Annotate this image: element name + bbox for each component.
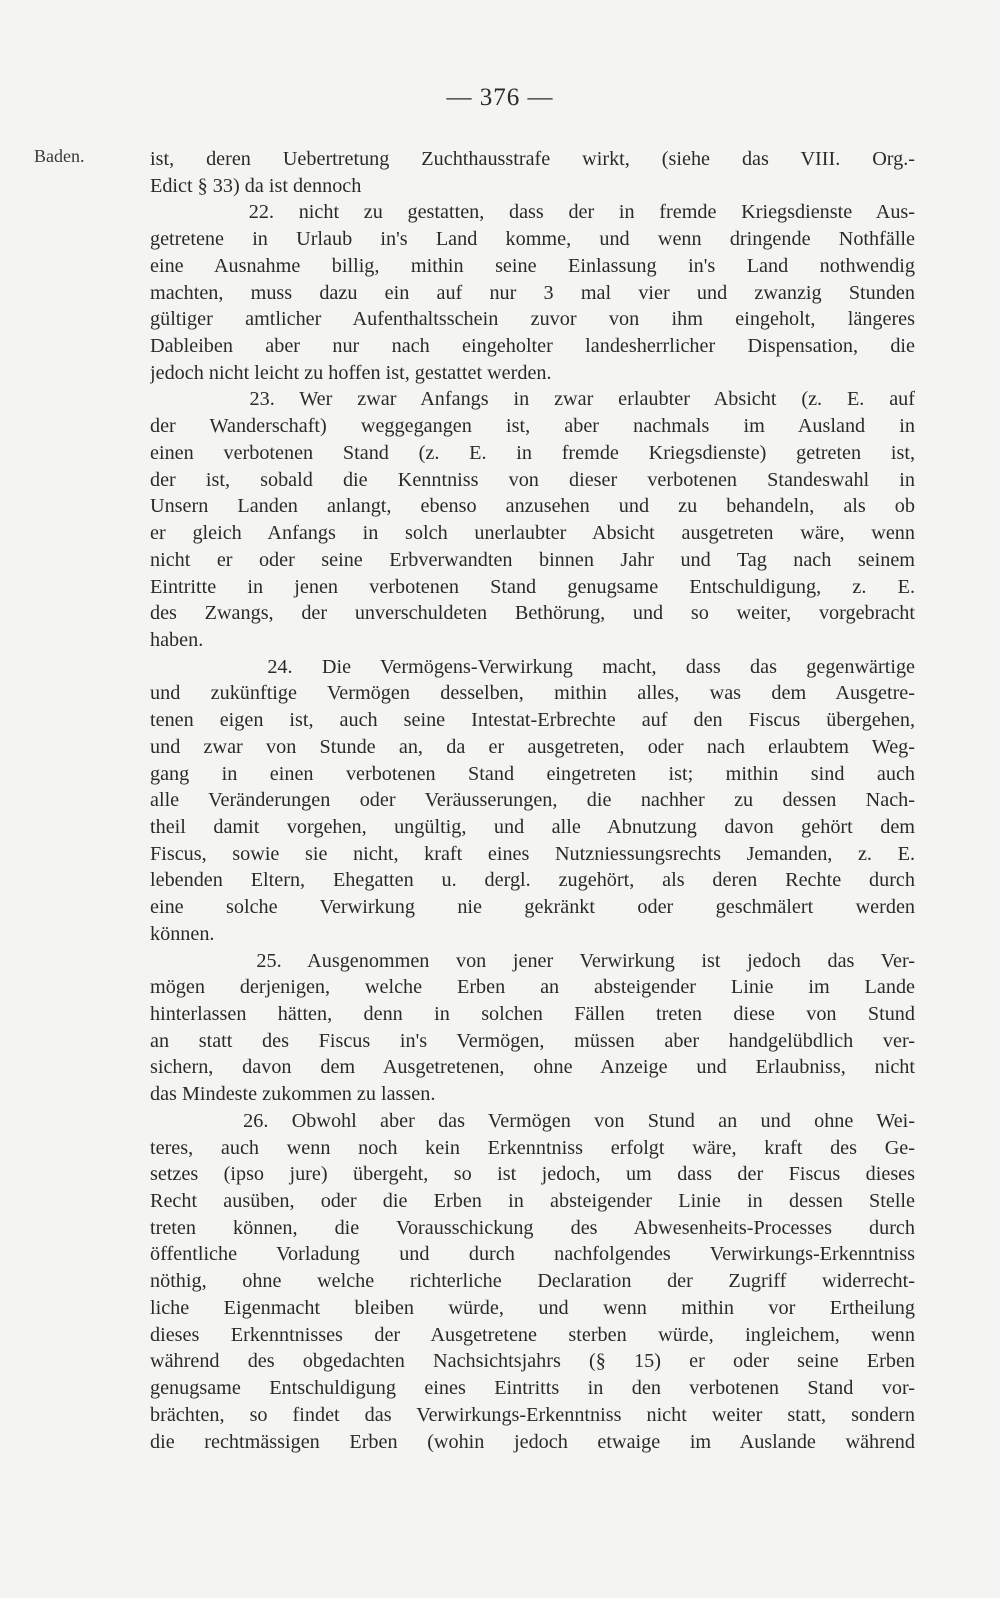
text-line: alle Veränderungen oder Veräusserungen, die nachher zu dessen Nach- — [150, 789, 915, 812]
text-line: gang in einen verbotenen Stand eingetreten ist; mithin sind auch — [150, 762, 915, 785]
text-line: und zwar von Stunde an, da er ausgetreten, oder nach erlaubtem Weg- — [150, 735, 915, 758]
text-line: lebenden Eltern, Ehegatten u. dergl. zugehört, als deren Rechte durch — [150, 869, 915, 892]
text-line: eine Ausnahme billig, mithin seine Einlassung in's Land nothwendig — [150, 254, 915, 277]
text-line: machten, muss dazu ein auf nur 3 mal vier und zwanzig Stunden — [150, 281, 915, 304]
text-line: der Wanderschaft) weggegangen ist, aber nachmals im Ausland in — [150, 415, 915, 438]
text-line: 22. nicht zu gestatten, dass der in fremde Kriegsdienste Aus- — [150, 201, 915, 224]
text-line: setzes (ipso jure) übergeht, so ist jedoch, um dass der Fiscus dieses — [150, 1163, 915, 1186]
text-line: Eintritte in jenen verbotenen Stand genugsame Entschuldigung, z. E. — [150, 575, 915, 598]
text-line: öffentliche Vorladung und durch nachfolgendes Verwirkungs-Erkenntniss — [150, 1243, 915, 1266]
text-line: teres, auch wenn noch kein Erkenntniss erfolgt wäre, kraft des Ge- — [150, 1136, 915, 1159]
text-line: jedoch nicht leicht zu hoffen ist, gestattet werden. — [150, 361, 552, 384]
text-line: mögen derjenigen, welche Erben an absteigender Linie im Lande — [150, 976, 915, 999]
text-line: das Mindeste zukommen zu lassen. — [150, 1083, 436, 1106]
body-text — [150, 146, 915, 1455]
text-line: einen verbotenen Stand (z. E. in fremde Kriegsdienste) getreten ist, — [150, 441, 915, 464]
text-line: und zukünftige Vermögen desselben, mithin alles, was dem Ausgetre- — [150, 682, 915, 705]
text-line: theil damit vorgehen, ungültig, und alle Abnutzung davon gehört dem — [150, 815, 915, 838]
text-line: Edict § 33) da ist dennoch — [150, 174, 362, 197]
text-line: der ist, sobald die Kenntniss von dieser verbotenen Standeswahl in — [150, 468, 915, 491]
text-line: des Zwangs, der unverschuldeten Bethörung, und so weiter, vorgebracht — [150, 602, 915, 625]
text-line: nöthig, ohne welche richterliche Declaration der Zugriff widerrecht- — [150, 1270, 915, 1293]
text-line: an statt des Fiscus in's Vermögen, müssen aber handgelübdlich ver- — [150, 1029, 915, 1052]
text-line: brächten, so findet das Verwirkungs-Erkenntniss nicht weiter statt, sondern — [150, 1403, 915, 1426]
text-line: Unsern Landen anlangt, ebenso anzusehen und zu behandeln, als ob — [150, 495, 915, 518]
text-line: Fiscus, sowie sie nicht, kraft eines Nutzniessungsrechts Jemanden, z. E. — [150, 842, 915, 865]
margin-note: Baden. — [34, 146, 85, 166]
text-line: sichern, davon dem Ausgetretenen, ohne Anzeige und Erlaubniss, nicht — [150, 1056, 915, 1079]
text-line: 23. Wer zwar Anfangs in zwar erlaubter Absicht (z. E. auf — [150, 388, 915, 411]
text-line: eine solche Verwirkung nie gekränkt oder geschmälert werden — [150, 896, 915, 919]
text-line: 24. Die Vermögens-Verwirkung macht, dass das gegenwärtige — [150, 655, 915, 678]
text-line: getretene in Urlaub in's Land komme, und wenn dringende Nothfälle — [150, 228, 915, 251]
text-line: 25. Ausgenommen von jener Verwirkung ist jedoch das Ver- — [150, 949, 915, 972]
text-line: während des obgedachten Nachsichtsjahrs (§ 15) er oder seine Erben — [150, 1350, 915, 1373]
text-line: tenen eigen ist, auch seine Intestat-Erbrechte auf den Fiscus übergehen, — [150, 709, 915, 732]
text-line: dieses Erkenntnisses der Ausgetretene sterben würde, ingleichem, wenn — [150, 1323, 915, 1346]
text-line: nicht er oder seine Erbverwandten binnen Jahr und Tag nach seinem — [150, 548, 915, 571]
text-line: er gleich Anfangs in solch unerlaubter Absicht ausgetreten wäre, wenn — [150, 522, 915, 545]
text-line: haben. — [150, 628, 204, 651]
text-line: können. — [150, 922, 215, 945]
text-line: hinterlassen hätten, denn in solchen Fällen treten diese von Stund — [150, 1003, 915, 1025]
text-line: genugsame Entschuldigung eines Eintritts in den verbotenen Stand vor- — [150, 1377, 915, 1400]
text-line: treten können, die Vorausschickung des Abwesenheits-Processes durch — [150, 1216, 915, 1239]
text-line: 26. Obwohl aber das Vermögen von Stund an und ohne Wei- — [150, 1109, 915, 1132]
text-line: Recht ausüben, oder die Erben in absteigender Linie in dessen Stelle — [150, 1190, 915, 1213]
page-number: — 376 — — [446, 84, 554, 111]
text-line: ist, deren Uebertretung Zuchthausstrafe wirkt, (siehe das VIII. Org.- — [150, 148, 915, 170]
text-line: die rechtmässigen Erben (wohin jedoch etwaige im Auslande während — [150, 1430, 915, 1453]
text-line: gültiger amtlicher Aufenthaltsschein zuvor von ihm eingeholt, längeres — [150, 308, 915, 331]
text-line: liche Eigenmacht bleiben würde, und wenn mithin vor Ertheilung — [150, 1296, 915, 1319]
text-line: Dableiben aber nur nach eingeholter landesherrlicher Dispensation, die — [150, 335, 915, 358]
